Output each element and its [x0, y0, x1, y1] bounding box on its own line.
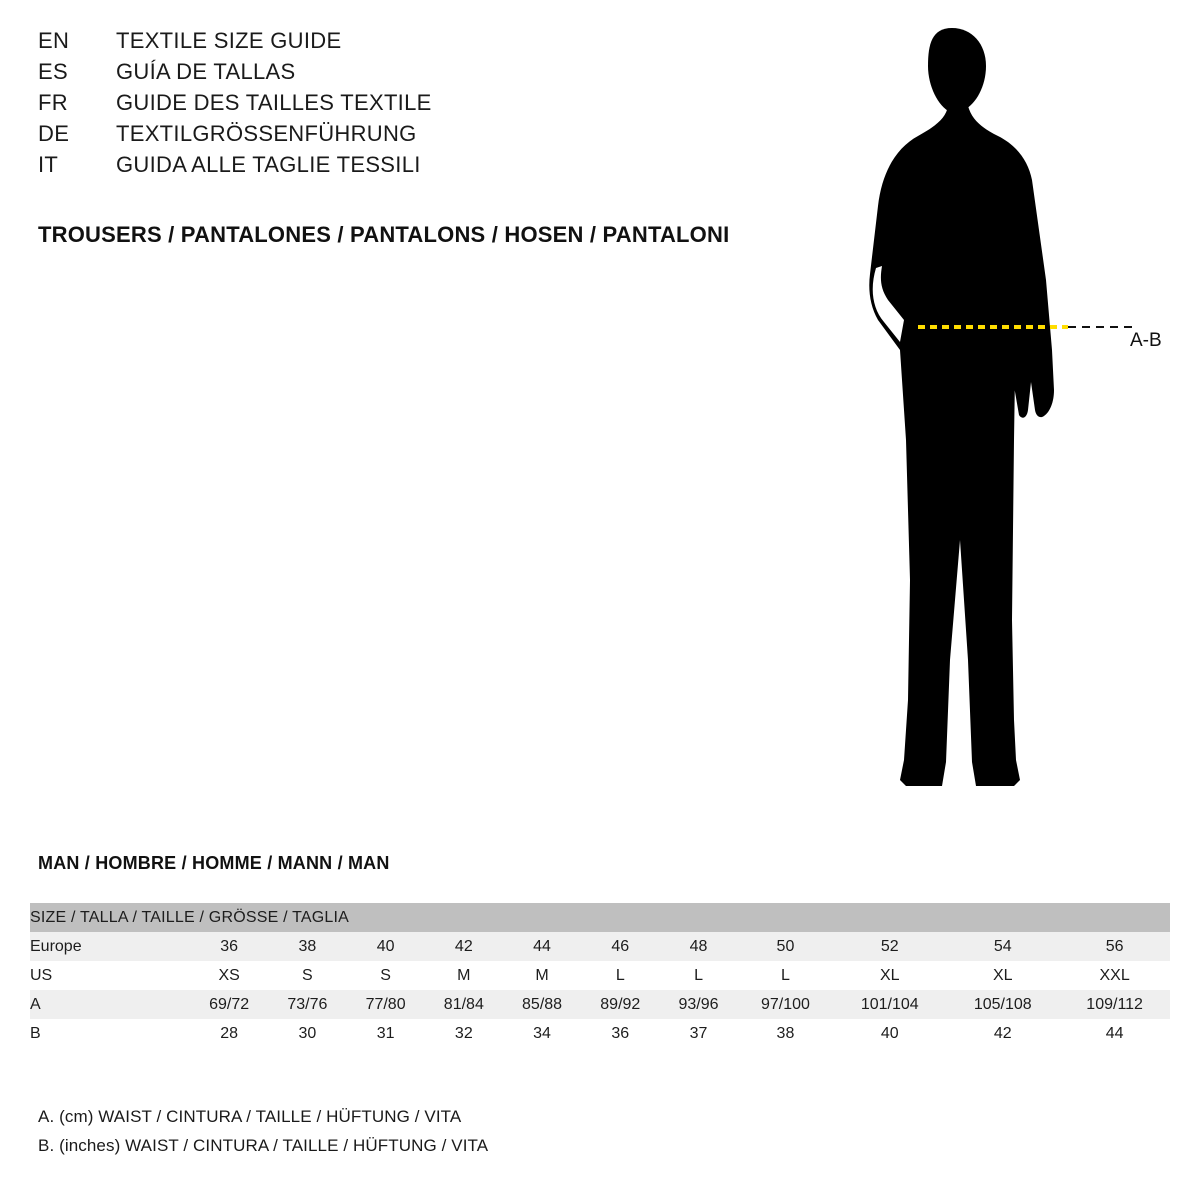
table-cell: 89/92	[581, 990, 659, 1019]
language-heading-block	[38, 28, 798, 183]
row-label: Europe	[30, 932, 190, 961]
garment-type-line: TROUSERS / PANTALONES / PANTALONS / HOSEN / PANTALONI	[38, 222, 730, 247]
language-code: FR	[38, 90, 68, 115]
language-title: GUIDE DES TAILLES TEXTILE	[116, 90, 432, 115]
table-cell: 105/108	[946, 990, 1059, 1019]
table-cell: 48	[659, 932, 737, 961]
table-cell: 32	[425, 1019, 503, 1048]
table-cell: XS	[190, 961, 268, 990]
language-code: ES	[38, 59, 68, 84]
table-cell: XXL	[1059, 961, 1170, 990]
table-cell: 73/76	[268, 990, 346, 1019]
table-cell: 28	[190, 1019, 268, 1048]
language-row	[38, 59, 798, 90]
language-code: EN	[38, 28, 70, 53]
row-label: A	[30, 990, 190, 1019]
table-cell: 69/72	[190, 990, 268, 1019]
table-cell: 50	[738, 932, 834, 961]
table-cell: 42	[946, 1019, 1059, 1048]
table-row	[30, 1019, 1170, 1048]
language-row	[38, 152, 798, 183]
table-cell: 40	[833, 1019, 946, 1048]
table-row	[30, 932, 1170, 961]
table-cell: 36	[581, 1019, 659, 1048]
table-cell: 36	[190, 932, 268, 961]
table-cell: S	[346, 961, 424, 990]
table-section-title: MAN / HOMBRE / HOMME / MANN / MAN	[38, 853, 390, 873]
footnote-b: B. (inches) WAIST / CINTURA / TAILLE / HÜFTUNG / VITA	[38, 1136, 489, 1155]
table-cell: 30	[268, 1019, 346, 1048]
table-row	[30, 990, 1170, 1019]
table-cell: 40	[346, 932, 424, 961]
language-title: GUIDA ALLE TAGLIE TESSILI	[116, 152, 421, 177]
footnote-a: A. (cm) WAIST / CINTURA / TAILLE / HÜFTUNG / VITA	[38, 1107, 462, 1126]
language-code: DE	[38, 121, 70, 146]
table-header-row	[30, 903, 1170, 932]
language-row	[38, 121, 798, 152]
table-cell: L	[738, 961, 834, 990]
language-row	[38, 28, 798, 59]
table-cell: M	[503, 961, 581, 990]
table-cell: 46	[581, 932, 659, 961]
measurement-label-ab: A-B	[1130, 330, 1162, 351]
body-silhouette-illustration	[800, 20, 1200, 810]
silhouette-svg	[800, 20, 1200, 810]
row-label: B	[30, 1019, 190, 1048]
table-cell: 109/112	[1059, 990, 1170, 1019]
table-row	[30, 961, 1170, 990]
table-cell: 93/96	[659, 990, 737, 1019]
table-cell: 85/88	[503, 990, 581, 1019]
table-cell: 97/100	[738, 990, 834, 1019]
table-cell: 81/84	[425, 990, 503, 1019]
language-title: TEXTILGRÖSSENFÜHRUNG	[116, 121, 417, 146]
table-cell: M	[425, 961, 503, 990]
table-cell: 42	[425, 932, 503, 961]
table-cell: XL	[946, 961, 1059, 990]
table-cell: L	[581, 961, 659, 990]
language-row	[38, 90, 798, 121]
table-cell: 52	[833, 932, 946, 961]
table-cell: 37	[659, 1019, 737, 1048]
size-table	[30, 903, 1170, 1048]
table-cell: 31	[346, 1019, 424, 1048]
table-cell: 54	[946, 932, 1059, 961]
table-cell: 34	[503, 1019, 581, 1048]
table-cell: S	[268, 961, 346, 990]
table-cell: 77/80	[346, 990, 424, 1019]
table-cell: 44	[1059, 1019, 1170, 1048]
language-title: GUÍA DE TALLAS	[116, 59, 296, 84]
table-cell: 38	[268, 932, 346, 961]
language-code: IT	[38, 152, 59, 177]
table-cell: 101/104	[833, 990, 946, 1019]
table-cell: 38	[738, 1019, 834, 1048]
table-cell: 44	[503, 932, 581, 961]
table-cell: L	[659, 961, 737, 990]
row-label: US	[30, 961, 190, 990]
language-title: TEXTILE SIZE GUIDE	[116, 28, 342, 53]
footnotes	[38, 1107, 488, 1165]
table-cell: 56	[1059, 932, 1170, 961]
table-header-label: SIZE / TALLA / TAILLE / GRÖSSE / TAGLIA	[30, 903, 1170, 932]
table-cell: XL	[833, 961, 946, 990]
